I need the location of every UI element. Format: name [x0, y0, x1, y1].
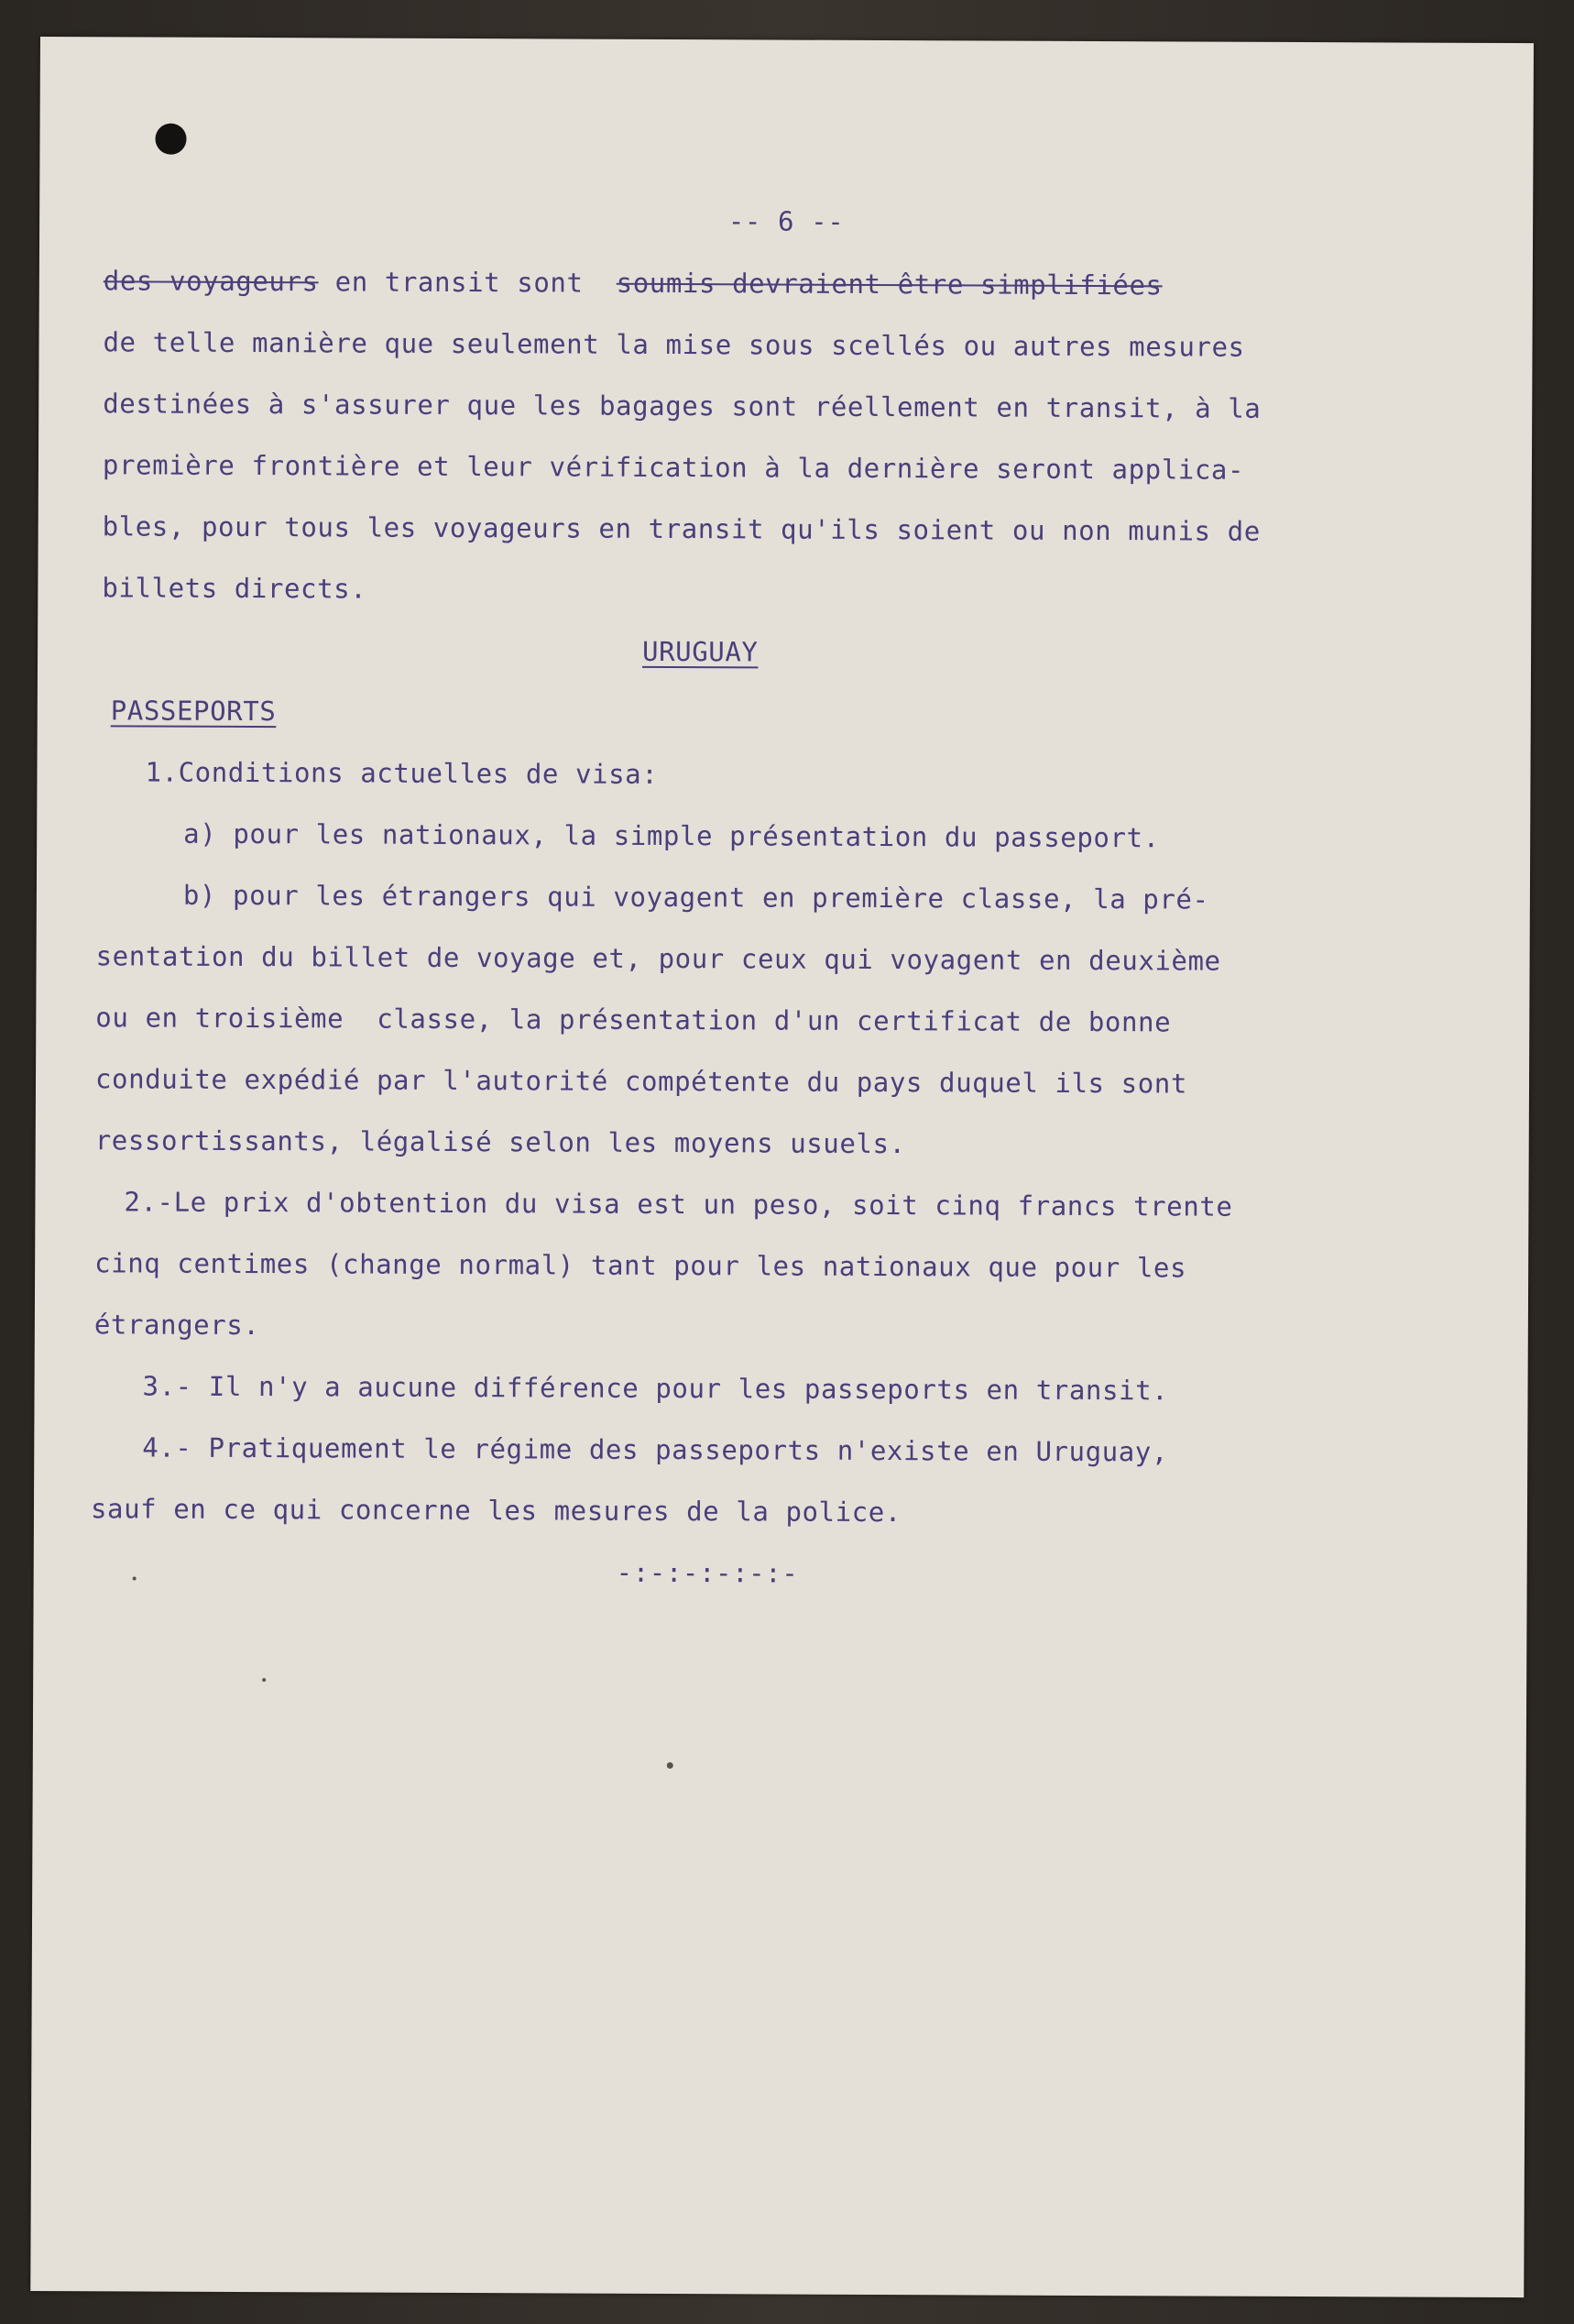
struck-text: soumis devraient être simplifiées [616, 267, 1163, 301]
intro-line-6: billets directs. [102, 572, 367, 605]
intro-line-1-mid: en transit sont [318, 266, 617, 299]
intro-line-4: première frontière et leur vérification à la dernière seront applica- [102, 449, 1245, 486]
section-heading: PASSEPORTS [110, 695, 277, 728]
item-2-line-1: 2.-Le prix d'obtention du visa est un peso, soit cinq francs trente [124, 1186, 1233, 1222]
intro-line-5: bles, pour tous les voyageurs en transit qu'ils soient ou non munis de [102, 510, 1261, 547]
end-mark: -:-:-:-:-:- [616, 1556, 799, 1589]
item-1b-line-1: b) pour les étrangers qui voyagent en première classe, la pré- [182, 879, 1209, 915]
item-2-line-3: étrangers. [93, 1309, 260, 1342]
intro-line-3: destinées à s'assurer que les bagages sont réellement en transit, à la [103, 388, 1262, 424]
item-1: 1.Conditions actuelles de visa: [145, 756, 659, 790]
page-number: -- 6 -- [727, 205, 845, 237]
item-1b-line-3: ou en troisième classe, la présentation d'un certificat de bonne [95, 1002, 1172, 1038]
item-4-line-2: sauf en ce qui concerne les mesures de la police. [90, 1493, 902, 1529]
item-4-line-1: 4.- Pratiquement le régime des passeports n'existe en Uruguay, [142, 1431, 1169, 1468]
typed-text [30, 37, 1534, 2297]
item-3: 3.- Il n'y a aucune différence pour les passeports en transit. [142, 1370, 1169, 1407]
struck-text: des voyageurs [103, 265, 319, 298]
item-1b-line-4: conduite expédié par l'autorité compétente du pays duquel ils sont [94, 1063, 1188, 1100]
item-1b-line-2: sentation du billet de voyage et, pour ceux qui voyagent en deuxième [95, 940, 1221, 977]
item-2-line-2: cinq centimes (change normal) tant pour les nationaux que pour les [94, 1247, 1187, 1284]
item-1a: a) pour les nationaux, la simple présentation du passeport. [183, 817, 1160, 854]
intro-line-1 [104, 264, 1163, 301]
item-1b-line-5: ressortissants, légalisé selon les moyens usuels. [94, 1124, 906, 1160]
country-heading: URUGUAY [642, 635, 759, 668]
paper-sheet [30, 37, 1534, 2297]
intro-line-2: de telle manière que seulement la mise sous scellés ou autres mesures [103, 326, 1245, 363]
